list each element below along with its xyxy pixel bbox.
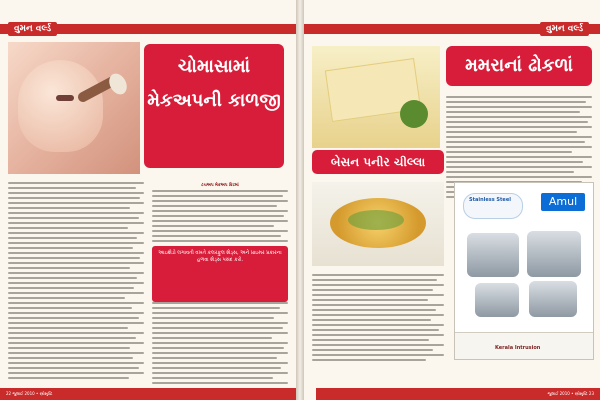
gutter xyxy=(296,0,304,400)
pull-quote: આઇશેડો લગાવતી વખતે કલરફુલ શેડ્સ, અને પ્રાઇમર પ્રકારના હળવા શેડ્સ પસંદ કરો. xyxy=(152,246,288,302)
pot-2-shape xyxy=(527,231,581,277)
article-text-column-1 xyxy=(8,182,144,382)
eye-shape xyxy=(56,95,74,101)
chilla-photo xyxy=(312,182,444,266)
page-footer: 22 જુલાઈ 2010 • સ્ત્રીસૃષ્ટિ xyxy=(0,388,296,400)
recipe-text-bottom xyxy=(312,274,444,364)
topping-shape xyxy=(348,210,404,230)
chutney-shape xyxy=(400,100,428,128)
ad-brand: Amul xyxy=(541,193,585,211)
ad-text: Stainless Steel xyxy=(469,197,511,203)
article-title: ચોમાસામાં મેકઅપની કાળજી xyxy=(144,44,284,168)
section-label: વુમન વર્લ્ડ xyxy=(8,22,57,36)
section-label: વુમન વર્લ્ડ xyxy=(540,22,589,36)
face-shape xyxy=(18,60,103,152)
column-subheading: ટચઅપ મેકઅપ કિટમાં xyxy=(201,182,239,187)
right-page xyxy=(304,0,600,400)
page-footer: જુલાઈ 2010 • સ્ત્રીસૃષ્ટિ 23 xyxy=(316,388,600,400)
pot-1-shape xyxy=(467,233,519,277)
pot-3-shape xyxy=(475,283,519,317)
ad-block xyxy=(454,182,594,360)
article-text-column-2 xyxy=(152,190,288,245)
left-page xyxy=(0,0,296,400)
ad-footer-text: Kerala Intrusion xyxy=(495,345,541,351)
recipe-title-top: મમરાનાં ઢોકળાં xyxy=(446,46,592,86)
recipe-title-bottom: બેસન પનીર ચીલ્લા xyxy=(312,150,444,174)
article-text-column-3 xyxy=(152,302,288,387)
makeup-photo xyxy=(8,42,140,174)
pot-4-shape xyxy=(529,281,577,317)
dhokla-photo xyxy=(312,46,440,148)
brush-tip-shape xyxy=(106,71,130,98)
